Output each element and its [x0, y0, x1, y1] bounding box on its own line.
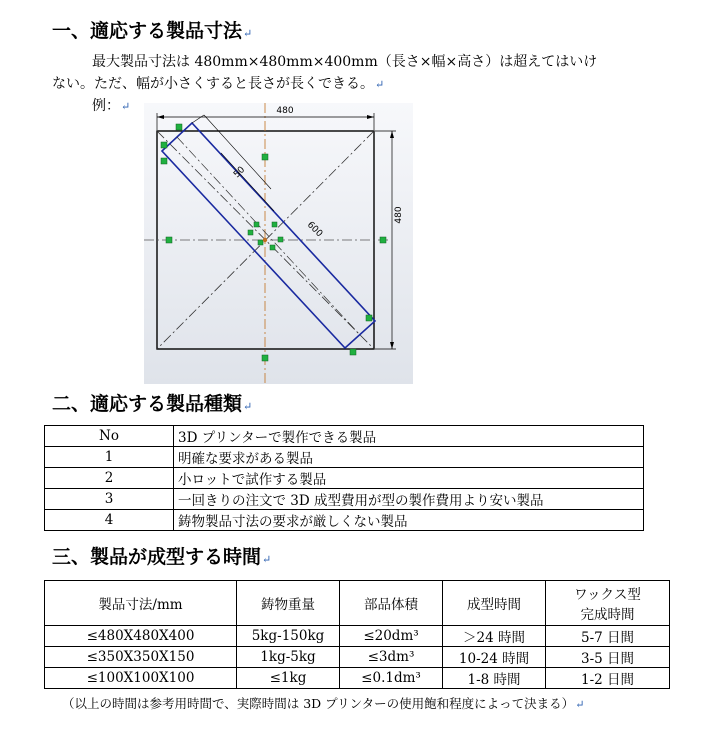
table-row: [45, 510, 644, 531]
example-label: 例：↵: [92, 98, 131, 114]
table-cell: ≤1kg: [237, 668, 340, 689]
table-cell: 明確な要求がある製品: [174, 447, 644, 468]
header-cell: 成型時間: [443, 581, 546, 626]
table-row: [45, 647, 670, 668]
table-cell: 3: [45, 489, 174, 510]
table-row: [45, 447, 644, 468]
table-cell: 2: [45, 468, 174, 489]
header-cell: 3D プリンターで製作できる製品: [174, 426, 644, 447]
table-row: [45, 489, 644, 510]
width-dimension-text: 50: [232, 164, 248, 181]
table-cell: 5-7 日間: [546, 626, 670, 647]
table-cell: ≤20dm³: [340, 626, 443, 647]
diagonal-dimension-text: 600: [304, 220, 325, 240]
table-cell: 3-5 日間: [546, 647, 670, 668]
header-cell-line2: 完成時間: [580, 607, 635, 623]
section1-paragraph-line1: 最大製品寸法は 480mm×480mm×400mm（長さ×幅×高さ）は超えてはいけ: [92, 54, 598, 70]
table-row: [45, 626, 670, 647]
header-cell: 製品寸法/mm: [45, 581, 237, 626]
part-center-line: [177, 137, 360, 335]
table-row: [45, 668, 670, 689]
table-header-row: [45, 426, 644, 447]
constraint-markers: [161, 124, 386, 361]
table-cell: 1kg-5kg: [237, 647, 340, 668]
table-cell: ≤0.1dm³: [340, 668, 443, 689]
product-types-table: [44, 425, 644, 531]
table-cell: ≤3dm³: [340, 647, 443, 668]
origin-marker: [263, 238, 267, 242]
table-cell: 鋳物製品寸法の要求が厳しくない製品: [174, 510, 644, 531]
table-cell: ≤350X350X150: [45, 647, 237, 668]
header-cell: [546, 581, 670, 626]
section3-note: （以上の時間は参考用時間で、実際時間は 3D プリンターの使用飽和程度によって決まる）↵: [62, 696, 585, 711]
top-dimension-text: 480: [276, 106, 294, 116]
table-header-row: [45, 581, 670, 626]
table-cell: 小ロットで試作する製品: [174, 468, 644, 489]
table-cell: ≤100X100X100: [45, 668, 237, 689]
table-cell: 一回きりの注文で 3D 成型費用が型の製作費用より安い製品: [174, 489, 644, 510]
table-cell: ≤480X480X400: [45, 626, 237, 647]
paragraph-mark: ↵: [243, 27, 253, 40]
table-cell: 10-24 時間: [443, 647, 546, 668]
table-cell: 4: [45, 510, 174, 531]
cad-drawing: [144, 103, 413, 384]
table-cell: ＞24 時間: [443, 626, 546, 647]
table-cell: 5kg-150kg: [237, 626, 340, 647]
header-cell-line1: ワックス型: [574, 587, 641, 603]
table-row: [45, 468, 644, 489]
right-dimension-text: 480: [394, 206, 404, 224]
section3-heading: 三、製品が成型する時間↵: [52, 546, 272, 568]
cad-drawing-svg: [144, 103, 413, 384]
table-cell: 1-8 時間: [443, 668, 546, 689]
header-cell: 鋳物重量: [237, 581, 340, 626]
section1-heading: 一、適応する製品寸法↵: [52, 20, 253, 42]
molding-time-table: [44, 580, 670, 689]
section2-heading: 二、適応する製品種類↵: [52, 393, 253, 415]
section1-paragraph-line2: ない。ただ、幅が小さくすると長さが長くできる。↵: [52, 76, 385, 92]
table-cell: 1: [45, 447, 174, 468]
table-cell: 1-2 日間: [546, 668, 670, 689]
header-cell: No: [45, 426, 174, 447]
header-cell: 部品体積: [340, 581, 443, 626]
